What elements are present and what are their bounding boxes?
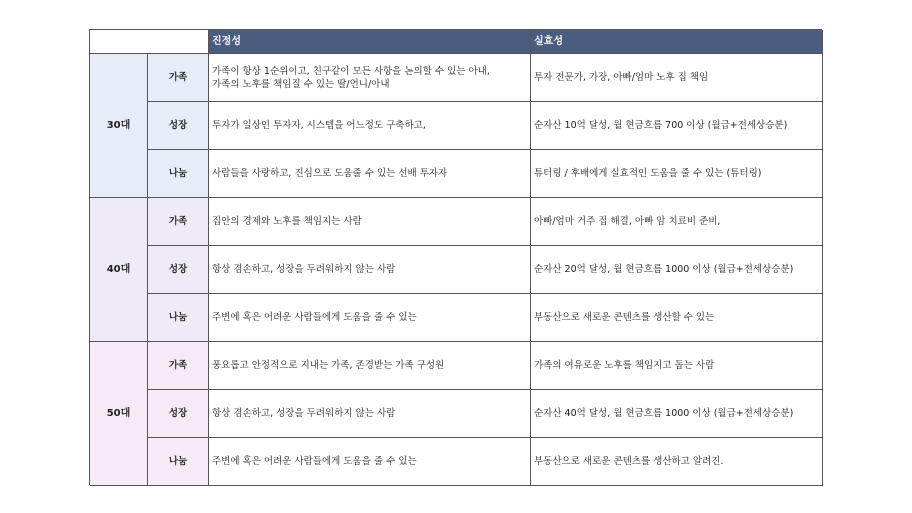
practicality-cell: 투자 전문가, 가장, 아빠/엄마 노후 집 책임 [531,54,823,102]
practicality-cell: 순자산 10억 달성, 월 현금흐름 700 이상 (월급+전세상승분) [531,102,823,150]
authenticity-cell: 사람들을 사랑하고, 진심으로 도움줄 수 있는 선배 투자자 [209,150,531,198]
category-label: 성장 [148,102,209,150]
category-label: 나눔 [148,294,209,342]
category-label: 가족 [148,198,209,246]
practicality-cell: 순자산 20억 달성, 월 현금흐름 1000 이상 (월급+전세상승분) [531,246,823,294]
practicality-cell: 부동산으로 새로운 콘텐츠를 생산하고 알려진. [531,438,823,486]
age-group-label: 30대 [90,54,148,198]
category-label: 나눔 [148,438,209,486]
age-group-label: 40대 [90,198,148,342]
authenticity-cell: 집안의 경제와 노후를 책임지는 사람 [209,198,531,246]
authenticity-cell: 가족이 항상 1순위이고, 친구같이 모든 사항을 논의할 수 있는 아내, 가족의 노후를 책임질 수 있는 딸/언니/아내 [209,54,531,102]
category-label: 가족 [148,54,209,102]
category-label: 성장 [148,246,209,294]
category-label: 가족 [148,342,209,390]
header-practicality: 실효성 [531,30,823,54]
authenticity-cell: 주변에 혹은 어려운 사람들에게 도움을 줄 수 있는 [209,294,531,342]
authenticity-cell: 주변에 혹은 어려운 사람들에게 도움을 줄 수 있는 [209,438,531,486]
practicality-cell: 튜터링 / 후배에게 실효적인 도움을 줄 수 있는 (튜터링) [531,150,823,198]
life-plan-table [89,29,822,485]
practicality-cell: 부동산으로 새로운 콘텐츠를 생산할 수 있는 [531,294,823,342]
practicality-cell: 순자산 40억 달성, 월 현금흐름 1000 이상 (월급+전세상승분) [531,390,823,438]
authenticity-cell: 투자가 일상인 투자자, 시스템을 어느정도 구축하고, [209,102,531,150]
authenticity-cell: 항상 겸손하고, 성장을 두려워하지 않는 사람 [209,390,531,438]
practicality-cell: 아빠/엄마 거주 집 해결, 아빠 암 치료비 준비, [531,198,823,246]
age-group-label: 50대 [90,342,148,486]
authenticity-cell: 항상 겸손하고, 성장을 두려워하지 않는 사람 [209,246,531,294]
category-label: 나눔 [148,150,209,198]
authenticity-cell: 풍요롭고 안정적으로 지내는 가족, 존경받는 가족 구성원 [209,342,531,390]
header-authenticity: 진정성 [209,30,531,54]
header-corner [90,30,209,54]
practicality-cell: 가족의 여유로운 노후를 책임지고 돕는 사람 [531,342,823,390]
category-label: 성장 [148,390,209,438]
